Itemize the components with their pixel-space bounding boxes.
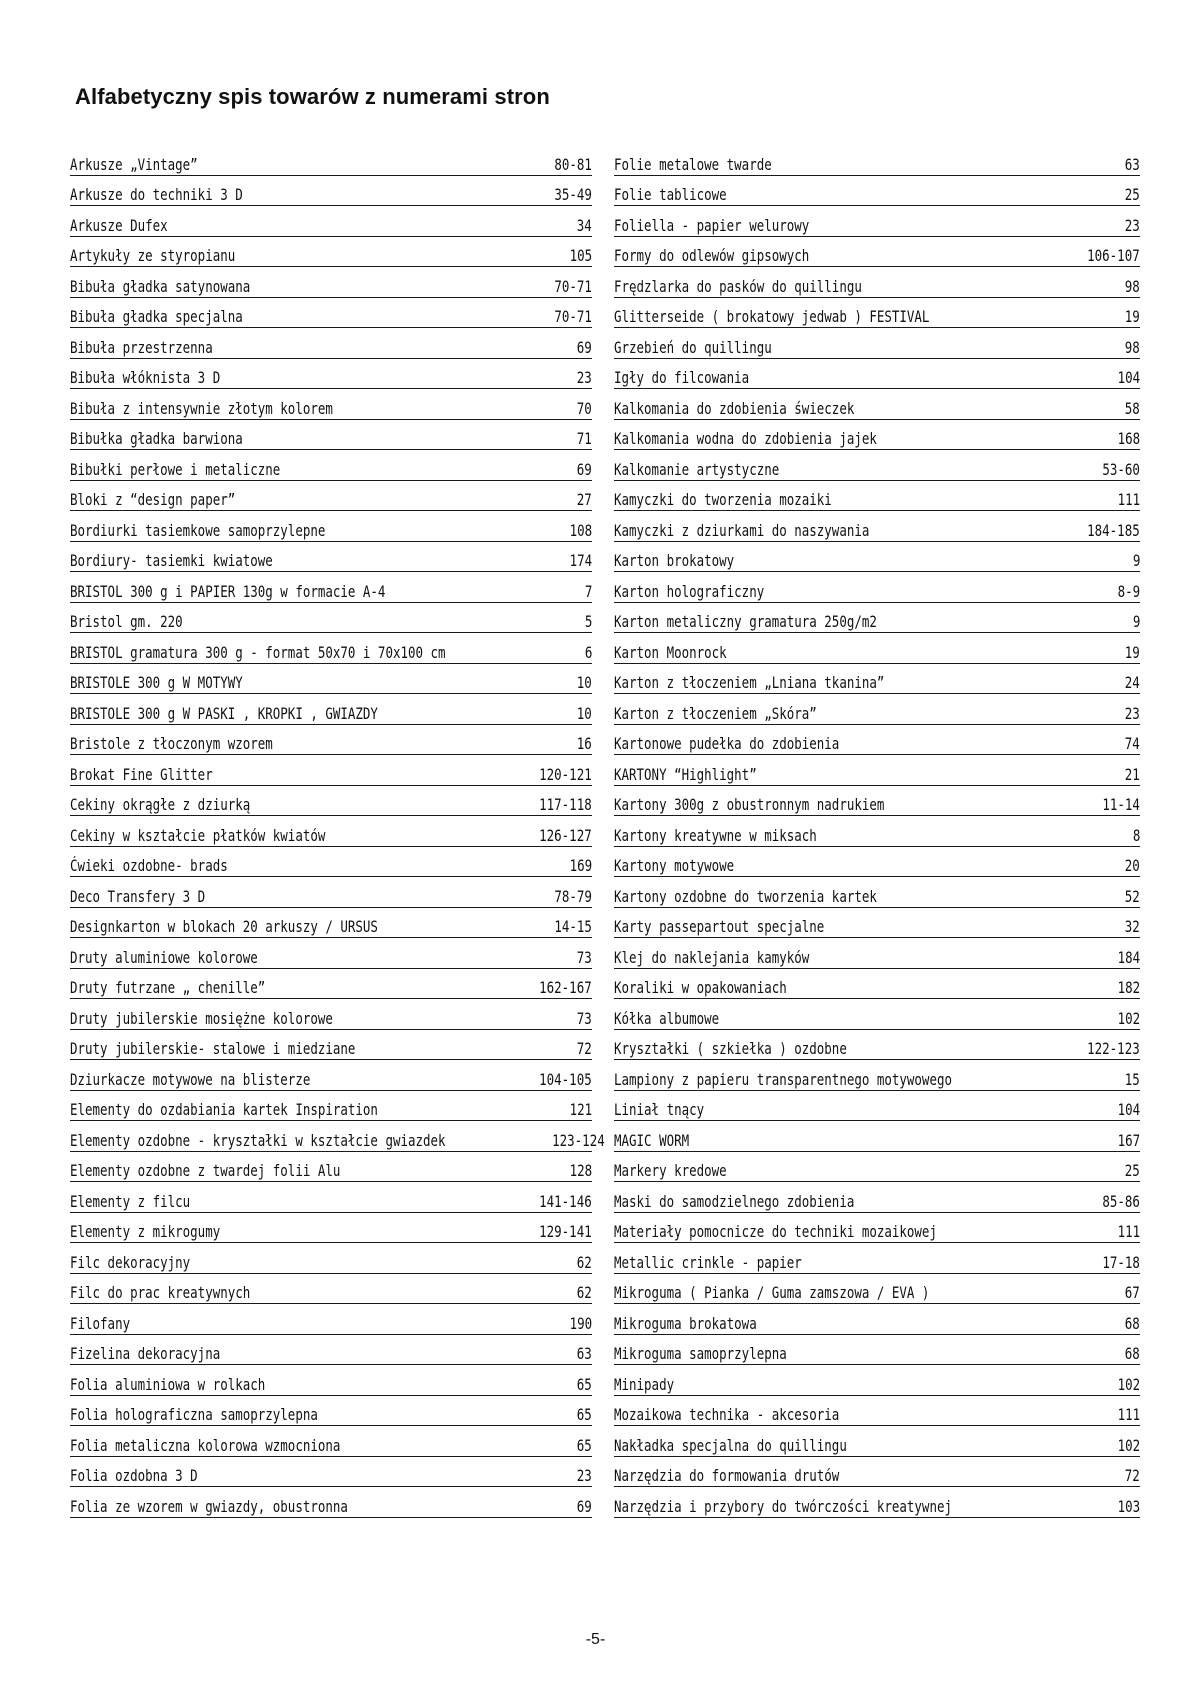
entry-name: Folie tablicowe xyxy=(614,186,727,204)
index-entry xyxy=(70,1365,592,1396)
entry-name: Elementy ozdobne - kryształki w kształcie gwiazdek xyxy=(70,1131,446,1150)
index-entry xyxy=(614,298,1140,329)
entry-pages: 102 xyxy=(1117,1009,1140,1028)
index-entry xyxy=(614,1335,1140,1366)
index-entry xyxy=(614,572,1140,603)
index-entry xyxy=(70,1487,592,1518)
index-entry xyxy=(614,237,1140,268)
entry-pages: 98 xyxy=(1124,277,1140,296)
entry-pages: 25 xyxy=(1124,186,1140,204)
index-column-right xyxy=(614,145,1140,1518)
entry-name: Arkusze Dufex xyxy=(70,216,168,235)
entry-pages: 69 xyxy=(576,460,592,479)
index-entry xyxy=(614,1274,1140,1305)
entry-name: Bibuła przestrzenna xyxy=(70,338,213,357)
index-entry xyxy=(70,1335,592,1366)
entry-pages: 23 xyxy=(576,369,592,387)
entry-pages: 70 xyxy=(576,399,592,418)
index-entry xyxy=(70,1213,592,1244)
entry-name: Filc dekoracyjny xyxy=(70,1253,191,1272)
entry-name: Koraliki w opakowaniach xyxy=(614,979,787,997)
index-entry xyxy=(614,633,1140,664)
index-entry xyxy=(614,1060,1140,1091)
entry-pages: 25 xyxy=(1124,1162,1140,1180)
entry-name: Elementy z mikrogumy xyxy=(70,1223,221,1241)
entry-name: Folia ze wzorem w gwiazdy, obustronna xyxy=(70,1497,348,1516)
entry-name: Bibuła włóknista 3 D xyxy=(70,369,221,387)
index-entry xyxy=(614,1304,1140,1335)
entry-name: BRISTOLE 300 g W PASKI , KROPKI , GWIAZDY xyxy=(70,704,378,723)
index-entry xyxy=(70,755,592,786)
entry-pages: 123-124 xyxy=(552,1131,606,1150)
entry-name: Deco Transfery 3 D xyxy=(70,887,206,906)
entry-pages: 98 xyxy=(1124,338,1140,357)
entry-pages: 104 xyxy=(1117,369,1140,387)
entry-name: Minipady xyxy=(614,1375,675,1394)
entry-pages: 190 xyxy=(569,1314,592,1333)
entry-name: Folia ozdobna 3 D xyxy=(70,1467,198,1485)
entry-pages: 105 xyxy=(569,247,592,265)
index-entry xyxy=(70,267,592,298)
page-title: Alfabetyczny spis towarów z numerami stron xyxy=(75,84,550,109)
index-entry xyxy=(70,999,592,1030)
entry-pages: 121 xyxy=(569,1101,592,1119)
entry-name: Kartony ozdobne do tworzenia kartek xyxy=(614,887,877,906)
entry-name: Kamyczki z dziurkami do naszywania xyxy=(614,521,870,540)
index-entry xyxy=(614,1121,1140,1152)
index-entry xyxy=(614,694,1140,725)
entry-pages: 74 xyxy=(1124,735,1140,753)
entry-pages: 7 xyxy=(584,582,592,601)
entry-name: Karton holograficzny xyxy=(614,582,765,601)
entry-pages: 34 xyxy=(576,216,592,235)
entry-pages: 169 xyxy=(569,857,592,875)
index-entry xyxy=(614,389,1140,420)
entry-name: Narzędzia i przybory do twórczości kreatywnej xyxy=(614,1497,952,1516)
entry-name: Mikroguma ( Pianka / Guma zamszowa / EVA ) xyxy=(614,1284,930,1302)
index-entry xyxy=(70,389,592,420)
index-entry xyxy=(70,1060,592,1091)
index-column-left xyxy=(70,145,606,1518)
entry-pages: 62 xyxy=(576,1284,592,1302)
index-entry xyxy=(70,786,592,817)
entry-pages: 8-9 xyxy=(1117,582,1140,601)
entry-pages: 72 xyxy=(576,1040,592,1058)
entry-pages: 111 xyxy=(1117,491,1140,509)
index-entry xyxy=(614,603,1140,634)
entry-pages: 70-71 xyxy=(554,308,592,326)
entry-pages: 63 xyxy=(576,1345,592,1363)
index-entry xyxy=(614,1457,1140,1488)
entry-pages: 6 xyxy=(584,643,592,662)
entry-name: Kamyczki do tworzenia mozaiki xyxy=(614,491,832,509)
entry-pages: 8 xyxy=(1132,826,1140,845)
entry-name: Folia holograficzna samoprzylepna xyxy=(70,1406,318,1424)
entry-name: Markery kredowe xyxy=(614,1162,727,1180)
entry-pages: 69 xyxy=(576,1497,592,1516)
entry-pages: 182 xyxy=(1117,979,1140,997)
entry-pages: 129-141 xyxy=(539,1223,592,1241)
entry-pages: 126-127 xyxy=(539,826,592,845)
index-entry xyxy=(614,542,1140,573)
index-entry xyxy=(614,816,1140,847)
entry-name: Karton z tłoczeniem „Skóra” xyxy=(614,704,817,723)
entry-name: Kalkomania do zdobienia świeczek xyxy=(614,399,855,418)
entry-pages: 53-60 xyxy=(1102,460,1140,479)
index-entry xyxy=(70,908,592,939)
entry-pages: 52 xyxy=(1124,887,1140,906)
entry-pages: 73 xyxy=(576,1009,592,1028)
index-entry xyxy=(70,359,592,390)
index-entry xyxy=(70,1304,592,1335)
entry-name: Filofany xyxy=(70,1314,131,1333)
index-entry xyxy=(70,145,592,176)
entry-name: Druty jubilerskie- stalowe i miedziane xyxy=(70,1040,356,1058)
index-entry xyxy=(70,1426,592,1457)
entry-name: Artykuły ze styropianu xyxy=(70,247,236,265)
entry-name: Bibułki perłowe i metaliczne xyxy=(70,460,281,479)
entry-name: Karton brokatowy xyxy=(614,552,735,570)
index-entry xyxy=(70,877,592,908)
index-entry xyxy=(70,298,592,329)
entry-pages: 15 xyxy=(1124,1070,1140,1089)
entry-pages: 174 xyxy=(569,552,592,570)
index-entry xyxy=(614,938,1140,969)
entry-pages: 85-86 xyxy=(1102,1192,1140,1211)
index-entry xyxy=(70,481,592,512)
index-entry xyxy=(614,1091,1140,1122)
entry-name: Designkarton w blokach 20 arkuszy / URSUS xyxy=(70,918,378,936)
entry-pages: 167 xyxy=(1117,1131,1140,1150)
entry-name: Nakładka specjalna do quillingu xyxy=(614,1436,847,1455)
entry-name: Mikroguma brokatowa xyxy=(614,1314,757,1333)
entry-pages: 72 xyxy=(1124,1467,1140,1485)
entry-pages: 68 xyxy=(1124,1345,1140,1363)
entry-name: BRISTOL gramatura 300 g - format 50x70 i 70x100 cm xyxy=(70,643,446,662)
entry-name: Materiały pomocnicze do techniki mozaikowej xyxy=(614,1223,937,1241)
entry-pages: 120-121 xyxy=(539,765,592,784)
index-entry xyxy=(614,847,1140,878)
index-entry xyxy=(614,877,1140,908)
entry-pages: 106-107 xyxy=(1087,247,1140,265)
entry-pages: 117-118 xyxy=(539,796,592,814)
index-entry xyxy=(614,969,1140,1000)
entry-pages: 111 xyxy=(1117,1406,1140,1424)
entry-name: Kartony motywowe xyxy=(614,857,735,875)
index-entry xyxy=(614,908,1140,939)
entry-name: Formy do odlewów gipsowych xyxy=(614,247,810,265)
entry-pages: 62 xyxy=(576,1253,592,1272)
entry-name: Narzędzia do formowania drutów xyxy=(614,1467,840,1485)
entry-pages: 80-81 xyxy=(554,155,592,174)
index-entry xyxy=(614,328,1140,359)
entry-pages: 63 xyxy=(1124,155,1140,174)
index-entry xyxy=(614,786,1140,817)
entry-name: Metallic crinkle - papier xyxy=(614,1253,802,1272)
index-entry xyxy=(70,938,592,969)
entry-pages: 32 xyxy=(1124,918,1140,936)
entry-name: Elementy z filcu xyxy=(70,1192,191,1211)
index-entry xyxy=(614,511,1140,542)
entry-name: Kalkomania wodna do zdobienia jajek xyxy=(614,430,877,448)
entry-name: Bloki z “design paper” xyxy=(70,491,236,509)
entry-name: Bordiurki tasiemkowe samoprzylepne xyxy=(70,521,326,540)
entry-name: Arkusze do techniki 3 D xyxy=(70,186,243,204)
index-entry xyxy=(614,1365,1140,1396)
index-entry xyxy=(70,450,592,481)
entry-pages: 103 xyxy=(1117,1497,1140,1516)
entry-pages: 70-71 xyxy=(554,277,592,296)
entry-pages: 128 xyxy=(569,1162,592,1180)
entry-name: Kartony kreatywne w miksach xyxy=(614,826,817,845)
entry-name: Karty passepartout specjalne xyxy=(614,918,825,936)
entry-name: Elementy do ozdabiania kartek Inspiration xyxy=(70,1101,378,1119)
entry-pages: 162-167 xyxy=(539,979,592,997)
entry-name: Bibuła gładka specjalna xyxy=(70,308,243,326)
index-entry xyxy=(70,969,592,1000)
entry-pages: 19 xyxy=(1124,308,1140,326)
entry-pages: 102 xyxy=(1117,1436,1140,1455)
entry-pages: 20 xyxy=(1124,857,1140,875)
index-entry xyxy=(70,420,592,451)
index-entry xyxy=(70,1182,592,1213)
entry-name: Fizelina dekoracyjna xyxy=(70,1345,221,1363)
entry-name: Mozaikowa technika - akcesoria xyxy=(614,1406,840,1424)
entry-pages: 65 xyxy=(576,1436,592,1455)
index-entry xyxy=(70,633,592,664)
entry-name: KARTONY “Highlight” xyxy=(614,765,757,784)
entry-pages: 78-79 xyxy=(554,887,592,906)
page-number: -5- xyxy=(585,1631,606,1648)
entry-name: Cekiny w kształcie płatków kwiatów xyxy=(70,826,326,845)
index-entry xyxy=(614,1182,1140,1213)
index-entry xyxy=(70,1396,592,1427)
index-entry xyxy=(614,420,1140,451)
entry-name: Bibułka gładka barwiona xyxy=(70,430,243,448)
entry-name: Maski do samodzielnego zdobienia xyxy=(614,1192,855,1211)
index-entry xyxy=(70,1152,592,1183)
index-entry xyxy=(70,603,592,634)
entry-name: Foliella - papier welurowy xyxy=(614,216,810,235)
entry-name: Kartonowe pudełka do zdobienia xyxy=(614,735,840,753)
index-entry xyxy=(614,359,1140,390)
entry-pages: 71 xyxy=(576,430,592,448)
index-entry xyxy=(614,145,1140,176)
entry-name: BRISTOLE 300 g W MOTYWY xyxy=(70,674,243,692)
entry-pages: 111 xyxy=(1117,1223,1140,1241)
entry-name: Druty jubilerskie mosiężne kolorowe xyxy=(70,1009,333,1028)
entry-name: Filc do prac kreatywnych xyxy=(70,1284,251,1302)
index-entry xyxy=(70,572,592,603)
entry-pages: 184-185 xyxy=(1087,521,1140,540)
entry-name: Kalkomanie artystyczne xyxy=(614,460,780,479)
entry-name: Elementy ozdobne z twardej folii Alu xyxy=(70,1162,341,1180)
entry-pages: 10 xyxy=(576,704,592,723)
entry-name: Igły do filcowania xyxy=(614,369,750,387)
entry-pages: 21 xyxy=(1124,765,1140,784)
entry-pages: 9 xyxy=(1132,552,1140,570)
entry-name: Druty futrzane „ chenille” xyxy=(70,979,266,997)
entry-name: Brokat Fine Glitter xyxy=(70,765,213,784)
index-entry xyxy=(70,542,592,573)
entry-name: Folia metaliczna kolorowa wzmocniona xyxy=(70,1436,341,1455)
entry-name: Liniał tnący xyxy=(614,1101,705,1119)
index-entry xyxy=(614,1030,1140,1061)
entry-name: Folie metalowe twarde xyxy=(614,155,772,174)
entry-name: Cekiny okrągłe z dziurką xyxy=(70,796,251,814)
entry-pages: 23 xyxy=(1124,704,1140,723)
entry-pages: 141-146 xyxy=(539,1192,592,1211)
index-entry xyxy=(614,206,1140,237)
index-entry xyxy=(614,1213,1140,1244)
entry-name: Ćwieki ozdobne- brads xyxy=(70,857,228,875)
index-entry xyxy=(614,267,1140,298)
entry-name: Klej do naklejania kamyków xyxy=(614,948,810,967)
entry-pages: 10 xyxy=(576,674,592,692)
index-entry xyxy=(614,176,1140,207)
entry-pages: 27 xyxy=(576,491,592,509)
entry-pages: 168 xyxy=(1117,430,1140,448)
index-entry xyxy=(70,847,592,878)
entry-name: Folia aluminiowa w rolkach xyxy=(70,1375,266,1394)
index-entry xyxy=(70,206,592,237)
entry-name: Kółka albumowe xyxy=(614,1009,720,1028)
entry-name: Bibuła z intensywnie złotym kolorem xyxy=(70,399,333,418)
index-entry xyxy=(70,664,592,695)
index-entry xyxy=(614,1487,1140,1518)
index-entry xyxy=(614,664,1140,695)
entry-pages: 108 xyxy=(569,521,592,540)
entry-pages: 23 xyxy=(1124,216,1140,235)
entry-name: Kartony 300g z obustronnym nadrukiem xyxy=(614,796,885,814)
index-entry xyxy=(70,1274,592,1305)
entry-name: MAGIC WORM xyxy=(614,1131,690,1150)
entry-pages: 122-123 xyxy=(1087,1040,1140,1058)
entry-name: Arkusze „Vintage” xyxy=(70,155,198,174)
index-entry xyxy=(614,481,1140,512)
index-entry xyxy=(70,511,592,542)
index-entry xyxy=(614,450,1140,481)
entry-name: Dziurkacze motywowe na blisterze xyxy=(70,1070,311,1089)
entry-name: Druty aluminiowe kolorowe xyxy=(70,948,258,967)
entry-name: Kryształki ( szkiełka ) ozdobne xyxy=(614,1040,847,1058)
entry-name: Glitterseide ( brokatowy jedwab ) FESTIVAL xyxy=(614,308,930,326)
entry-pages: 16 xyxy=(576,735,592,753)
index-entry xyxy=(614,999,1140,1030)
entry-name: Bordiury- tasiemki kwiatowe xyxy=(70,552,273,570)
entry-pages: 9 xyxy=(1132,613,1140,631)
entry-name: Karton Moonrock xyxy=(614,643,727,662)
index-entry xyxy=(70,328,592,359)
index-entry xyxy=(70,1121,606,1152)
entry-name: Frędzlarka do pasków do quillingu xyxy=(614,277,862,296)
index-entry xyxy=(614,755,1140,786)
entry-pages: 58 xyxy=(1124,399,1140,418)
index-entry xyxy=(614,1426,1140,1457)
entry-pages: 102 xyxy=(1117,1375,1140,1394)
entry-name: Bibuła gładka satynowana xyxy=(70,277,251,296)
entry-pages: 11-14 xyxy=(1102,796,1140,814)
entry-name: Bristol gm. 220 xyxy=(70,613,183,631)
entry-pages: 69 xyxy=(576,338,592,357)
entry-pages: 104 xyxy=(1117,1101,1140,1119)
index-entry xyxy=(70,1091,592,1122)
entry-pages: 17-18 xyxy=(1102,1253,1140,1272)
entry-name: Karton metaliczny gramatura 250g/m2 xyxy=(614,613,877,631)
index-entry xyxy=(614,1152,1140,1183)
index-entry xyxy=(70,816,592,847)
entry-pages: 73 xyxy=(576,948,592,967)
index-entry xyxy=(614,725,1140,756)
index-entry xyxy=(70,1243,592,1274)
index-entry xyxy=(70,176,592,207)
entry-pages: 19 xyxy=(1124,643,1140,662)
index-entry xyxy=(70,1457,592,1488)
index-entry xyxy=(70,725,592,756)
entry-name: Grzebień do quillingu xyxy=(614,338,772,357)
entry-name: Karton z tłoczeniem „Lniana tkanina” xyxy=(614,674,885,692)
entry-name: BRISTOL 300 g i PAPIER 130g w formacie A-4 xyxy=(70,582,386,601)
entry-pages: 184 xyxy=(1117,948,1140,967)
entry-pages: 67 xyxy=(1124,1284,1140,1302)
entry-pages: 14-15 xyxy=(554,918,592,936)
entry-pages: 104-105 xyxy=(539,1070,592,1089)
index-entry xyxy=(614,1396,1140,1427)
entry-name: Lampiony z papieru transparentnego motywowego xyxy=(614,1070,952,1089)
entry-pages: 35-49 xyxy=(554,186,592,204)
entry-name: Bristole z tłoczonym wzorem xyxy=(70,735,273,753)
entry-name: Mikroguma samoprzylepna xyxy=(614,1345,787,1363)
index-entry xyxy=(70,1030,592,1061)
index-entry xyxy=(614,1243,1140,1274)
entry-pages: 65 xyxy=(576,1406,592,1424)
entry-pages: 24 xyxy=(1124,674,1140,692)
entry-pages: 65 xyxy=(576,1375,592,1394)
entry-pages: 5 xyxy=(584,613,592,631)
entry-pages: 23 xyxy=(576,1467,592,1485)
index-entry xyxy=(70,237,592,268)
index-entry xyxy=(70,694,592,725)
entry-pages: 68 xyxy=(1124,1314,1140,1333)
